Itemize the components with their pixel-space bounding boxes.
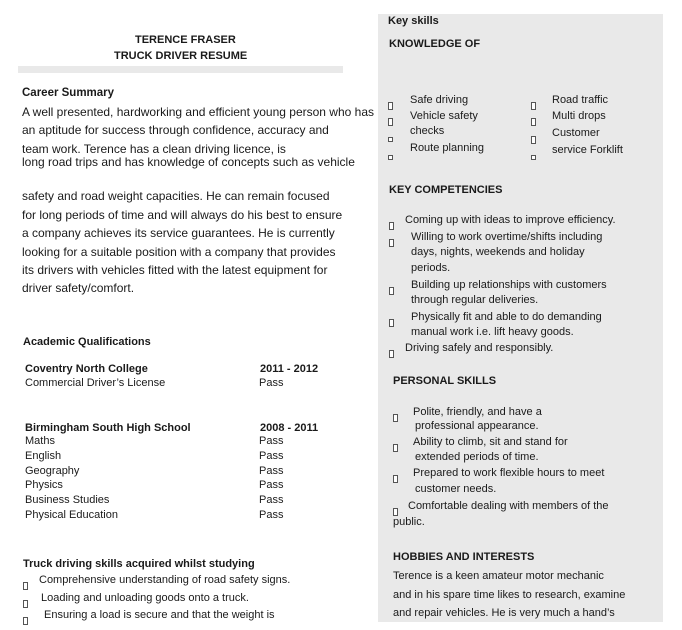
summary-line: driver safety/comfort. xyxy=(22,281,135,295)
summary-line: its drivers with vehicles fitted with the latest equipment for xyxy=(22,263,328,277)
truck-skill-item: Ensuring a load is secure and that the weight is xyxy=(44,609,275,621)
resume-title: TRUCK DRIVER RESUME xyxy=(114,50,248,62)
personal-skill-item-cont: customer needs. xyxy=(415,483,497,495)
subject-name: Commercial Driver’s License xyxy=(25,377,166,389)
competency-item: Physically fit and able to do demanding xyxy=(411,311,602,323)
summary-line: team work. Terence has a clean driving licence, is xyxy=(22,142,286,156)
academic-heading: Academic Qualifications xyxy=(23,336,151,348)
truck-skill-item: Loading and unloading goods onto a truck. xyxy=(41,592,249,604)
subject-name: Maths xyxy=(25,435,55,447)
candidate-name: TERENCE FRASER xyxy=(135,34,236,46)
subject-name: Geography xyxy=(25,465,80,477)
truck-skills-heading: Truck driving skills acquired whilst studying xyxy=(23,558,255,570)
summary-line: looking for a suitable position with a company that provides xyxy=(22,245,336,259)
personal-skill-item-cont: public. xyxy=(393,516,425,528)
knowledge-item: Safe driving xyxy=(410,94,469,106)
bullet-icon xyxy=(23,577,28,595)
subject-name: English xyxy=(25,450,62,462)
summary-line: an aptitude for success through confidence, accuracy and xyxy=(22,123,329,137)
subject-result: Pass xyxy=(259,494,284,506)
bullet-icon xyxy=(388,131,393,149)
header-divider xyxy=(18,66,343,73)
subject-name: Physics xyxy=(25,479,63,491)
bullet-icon xyxy=(531,113,536,131)
knowledge-item: service Forklift xyxy=(552,144,623,156)
hobbies-line: and repair vehicles. He is very much a hand’s xyxy=(393,607,615,619)
personal-skill-item: Polite, friendly, and have a xyxy=(413,406,542,418)
summary-line: A well presented, hardworking and efficient young person who has xyxy=(22,105,375,119)
competency-item-cont: manual work i.e. lift heavy goods. xyxy=(411,326,574,338)
bullet-icon xyxy=(531,131,536,149)
personal-skills-heading: PERSONAL SKILLS xyxy=(393,375,497,387)
knowledge-item: Road traffic xyxy=(552,94,609,106)
bullet-icon xyxy=(393,409,398,427)
bullet-icon xyxy=(389,345,394,363)
summary-line: for long periods of time and will always do his best to ensure xyxy=(22,208,343,222)
hobbies-heading: HOBBIES AND INTERESTS xyxy=(393,551,535,563)
bullet-icon xyxy=(389,282,394,300)
institution-name: Birmingham South High School xyxy=(25,422,191,434)
competency-item-cont: through regular deliveries. xyxy=(411,294,539,306)
personal-skill-item-cont: professional appearance. xyxy=(415,420,539,432)
bullet-icon xyxy=(389,217,394,235)
competency-item-cont: days, nights, weekends and holiday xyxy=(411,246,585,258)
competencies-heading: KEY COMPETENCIES xyxy=(389,184,503,196)
bullet-icon xyxy=(388,149,393,167)
subject-result: Pass xyxy=(259,479,284,491)
subject-result: Pass xyxy=(259,465,284,477)
personal-skill-item-cont: extended periods of time. xyxy=(415,451,539,463)
personal-skill-item: Prepared to work flexible hours to meet xyxy=(413,467,605,479)
bullet-icon xyxy=(531,149,536,167)
institution-years: 2008 - 2011 xyxy=(260,422,319,434)
institution-years: 2011 - 2012 xyxy=(260,363,319,375)
knowledge-item: Route planning xyxy=(410,142,485,154)
summary-line: safety and road weight capacities. He can remain focused xyxy=(22,189,330,203)
career-summary-heading: Career Summary xyxy=(22,87,115,99)
competency-item: Coming up with ideas to improve efficiency. xyxy=(405,214,616,226)
competency-item: Willing to work overtime/shifts including xyxy=(411,231,603,243)
bullet-icon xyxy=(393,439,398,457)
institution-name: Coventry North College xyxy=(25,363,148,375)
subject-result: Pass xyxy=(259,377,284,389)
subject-result: Pass xyxy=(259,509,284,521)
hobbies-line: and in his spare time likes to research, examine xyxy=(393,589,626,601)
summary-line: a company achieves its service guarantees. He is currently xyxy=(22,226,335,240)
personal-skill-item: Ability to climb, sit and stand for xyxy=(413,436,568,448)
bullet-icon xyxy=(389,314,394,332)
subject-result: Pass xyxy=(259,450,284,462)
bullet-icon xyxy=(23,612,28,630)
competency-item: Driving safely and responsibly. xyxy=(405,342,554,354)
personal-skill-item: Comfortable dealing with members of the xyxy=(408,500,609,512)
subject-name: Business Studies xyxy=(25,494,110,506)
bullet-icon xyxy=(393,470,398,488)
summary-line: long road trips and has knowledge of concepts such as vehicle xyxy=(22,155,355,169)
knowledge-item: checks xyxy=(410,125,445,137)
key-skills-heading: Key skills xyxy=(388,15,439,27)
knowledge-item: Customer xyxy=(552,127,600,139)
truck-skill-item: Comprehensive understanding of road safety signs. xyxy=(39,574,291,586)
hobbies-line: Terence is a keen amateur motor mechanic xyxy=(393,570,604,582)
bullet-icon xyxy=(389,234,394,252)
subject-name: Physical Education xyxy=(25,509,118,521)
competency-item-cont: periods. xyxy=(411,262,451,274)
knowledge-item: Multi drops xyxy=(552,110,606,122)
subject-result: Pass xyxy=(259,435,284,447)
bullet-icon xyxy=(388,113,393,131)
knowledge-item: Vehicle safety xyxy=(410,110,478,122)
bullet-icon xyxy=(23,595,28,613)
knowledge-heading: KNOWLEDGE OF xyxy=(389,38,481,50)
competency-item: Building up relationships with customers xyxy=(411,279,607,291)
